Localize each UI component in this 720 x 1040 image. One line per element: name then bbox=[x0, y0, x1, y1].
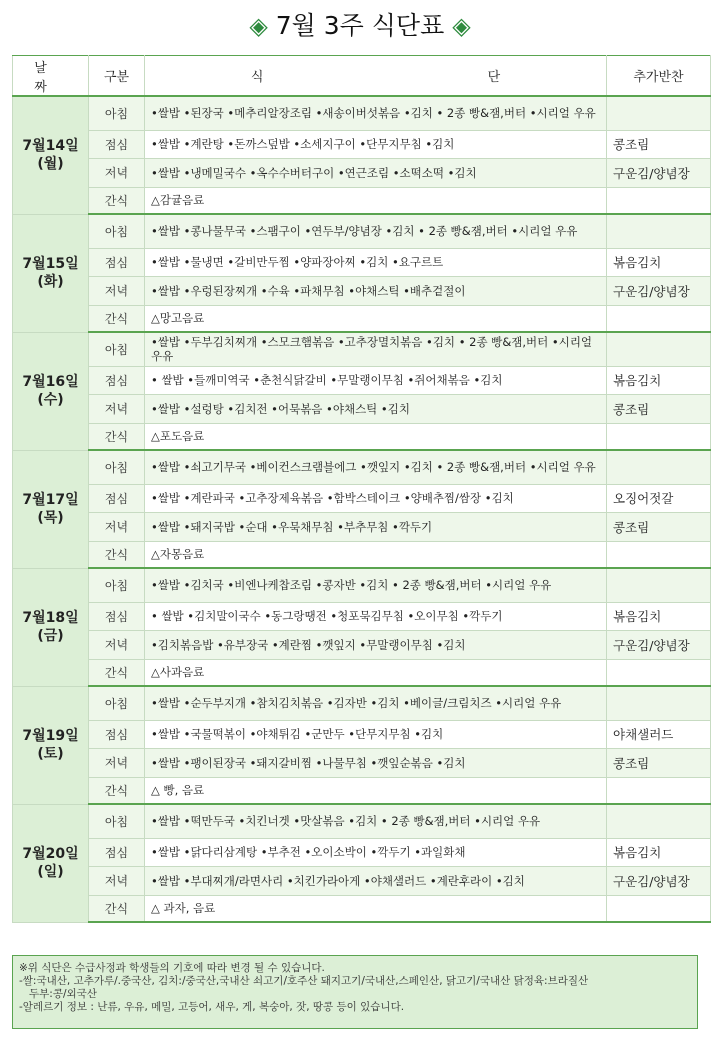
day-date: 7월18일 bbox=[22, 610, 79, 626]
extra-side-cell bbox=[607, 332, 711, 366]
meal-items-cell: •쌀밥 •물냉면 •갈비만두찜 •양파장아찌 •김치 •요구르트 bbox=[145, 248, 607, 276]
page-title bbox=[0, 8, 720, 44]
meal-items-cell: • 쌀밥 •김치말이국수 •동그랑땡전 •청포묵김무침 •오이무침 •깍두기 bbox=[145, 602, 607, 630]
meal-items-cell: •쌀밥 •우렁된장찌개 •수육 •파채무침 •야채스틱 •배추겉절이 bbox=[145, 276, 607, 305]
meal-items-cell: •쌀밥 •국물떡볶이 •야채튀김 •군만두 •단무지무침 •김치 bbox=[145, 720, 607, 748]
day-weekday: (월) bbox=[37, 156, 64, 173]
day-weekday: (금) bbox=[37, 628, 64, 644]
meal-type-cell: 저녁 bbox=[89, 394, 145, 423]
meal-type-cell: 저녁 bbox=[89, 630, 145, 659]
extra-side-cell: 오징어젓갈 bbox=[607, 484, 711, 512]
header-date: 날짜 bbox=[13, 56, 89, 97]
day-date: 7월15일 bbox=[22, 256, 79, 272]
meal-type-cell: 간식 bbox=[89, 423, 145, 450]
meal-items-cell: △감귤음료 bbox=[145, 187, 607, 214]
table-row bbox=[13, 720, 711, 748]
day-date: 7월16일 bbox=[22, 374, 79, 390]
day-weekday: (토) bbox=[37, 746, 64, 762]
meal-type-cell: 아침 bbox=[89, 214, 145, 248]
extra-side-cell bbox=[607, 96, 711, 130]
meal-type-cell: 간식 bbox=[89, 777, 145, 804]
meal-type-cell: 간식 bbox=[89, 895, 145, 922]
extra-side-cell: 구운김/양념장 bbox=[607, 158, 711, 187]
meal-type-cell: 아침 bbox=[89, 804, 145, 838]
table-row bbox=[13, 450, 711, 484]
extra-side-cell: 콩조림 bbox=[607, 130, 711, 158]
table-row bbox=[13, 394, 711, 423]
meal-type-cell: 점심 bbox=[89, 720, 145, 748]
diamond-icon: ◈ bbox=[249, 12, 268, 40]
table-row bbox=[13, 895, 711, 922]
meal-items-cell: •쌀밥 •콩나물무국 •스팸구이 •연두부/양념장 •김치 • 2종 빵&잼,버터 •시리얼 우유 bbox=[145, 214, 607, 248]
day-date-cell bbox=[13, 96, 89, 214]
meal-items-cell: △자몽음료 bbox=[145, 541, 607, 568]
table-row bbox=[13, 838, 711, 866]
meal-type-cell: 아침 bbox=[89, 96, 145, 130]
table-row bbox=[13, 366, 711, 394]
extra-side-cell bbox=[607, 777, 711, 804]
header-meal-type: 구분 bbox=[89, 56, 145, 97]
extra-side-cell bbox=[607, 568, 711, 602]
table-row bbox=[13, 276, 711, 305]
meal-type-cell: 점심 bbox=[89, 366, 145, 394]
table-row bbox=[13, 568, 711, 602]
meal-items-cell: △ 과자, 음료 bbox=[145, 895, 607, 922]
meal-type-cell: 아침 bbox=[89, 686, 145, 720]
page-title-text: 7월 3주 식단표 bbox=[275, 11, 445, 40]
extra-side-cell: 구운김/양념장 bbox=[607, 630, 711, 659]
meal-type-cell: 아침 bbox=[89, 450, 145, 484]
meal-items-cell: • 쌀밥 •들깨미역국 •춘천식닭갈비 •무말랭이무침 •쥐어채볶음 •김치 bbox=[145, 366, 607, 394]
meal-items-cell: •쌀밥 •계란파국 •고추장제육볶음 •함박스테이크 •양배추찜/쌈장 •김치 bbox=[145, 484, 607, 512]
extra-side-cell bbox=[607, 423, 711, 450]
table-row bbox=[13, 214, 711, 248]
table-row bbox=[13, 804, 711, 838]
meal-items-cell: •쌀밥 •닭다리삼계탕 •부추전 •오이소박이 •깍두기 •과일화채 bbox=[145, 838, 607, 866]
meal-items-cell: •쌀밥 •냉메밀국수 •옥수수버터구이 •연근조림 •소떡소떡 •김치 bbox=[145, 158, 607, 187]
footnote-allergy: -알레르기 정보 : 난류, 우유, 메밀, 고등어, 새우, 게, 복숭아, 잣, 땅콩 등이 있습니다. bbox=[19, 1001, 405, 1013]
table-row bbox=[13, 158, 711, 187]
extra-side-cell bbox=[607, 659, 711, 686]
meal-items-cell: •쌀밥 •돼지국밥 •순대 •우묵채무침 •부추무침 •깍두기 bbox=[145, 512, 607, 541]
meal-type-cell: 아침 bbox=[89, 332, 145, 366]
meal-type-cell: 저녁 bbox=[89, 512, 145, 541]
meal-type-cell: 저녁 bbox=[89, 866, 145, 895]
meal-type-cell: 간식 bbox=[89, 187, 145, 214]
footnote-origin: -쌀:국내산, 고추가루/.중국산, 김치:/중국산,국내산 쇠고기/호주산 돼지고기/국내산,스페인산, 닭고기/국내산 닭정육:브라질산 bbox=[19, 975, 589, 987]
day-date-cell bbox=[13, 804, 89, 922]
meal-type-cell: 간식 bbox=[89, 305, 145, 332]
meal-type-cell: 간식 bbox=[89, 659, 145, 686]
table-row bbox=[13, 630, 711, 659]
extra-side-cell: 볶음김치 bbox=[607, 602, 711, 630]
header-menu: 식 단 bbox=[145, 56, 607, 97]
table-row bbox=[13, 686, 711, 720]
extra-side-cell: 볶음김치 bbox=[607, 838, 711, 866]
extra-side-cell bbox=[607, 214, 711, 248]
day-date: 7월19일 bbox=[22, 728, 79, 744]
extra-side-cell: 볶음김치 bbox=[607, 366, 711, 394]
meal-items-cell: •쌀밥 •김치국 •비엔나케찹조림 •콩자반 •김치 • 2종 빵&잼,버터 •시리얼 우유 bbox=[145, 568, 607, 602]
meal-table bbox=[12, 55, 711, 923]
meal-type-cell: 저녁 bbox=[89, 748, 145, 777]
day-weekday: (목) bbox=[37, 510, 64, 526]
table-row bbox=[13, 130, 711, 158]
meal-items-cell: •쌀밥 •팽이된장국 •돼지갈비찜 •나물무침 •깻잎순볶음 •김치 bbox=[145, 748, 607, 777]
table-row bbox=[13, 541, 711, 568]
day-weekday: (수) bbox=[37, 392, 64, 408]
meal-table-body bbox=[13, 96, 711, 922]
header-extra: 추가반찬 bbox=[607, 56, 711, 97]
day-weekday: (일) bbox=[37, 864, 64, 880]
table-row bbox=[13, 305, 711, 332]
meal-items-cell: •쌀밥 •떡만두국 •치킨너겟 •맛살볶음 •김치 • 2종 빵&잼,버터 •시리얼 우유 bbox=[145, 804, 607, 838]
table-row bbox=[13, 512, 711, 541]
day-date: 7월20일 bbox=[22, 846, 79, 862]
day-date-cell bbox=[13, 686, 89, 804]
meal-items-cell: △포도음료 bbox=[145, 423, 607, 450]
meal-items-cell: •쌀밥 •설렁탕 •김치전 •어묵볶음 •야채스틱 •김치 bbox=[145, 394, 607, 423]
extra-side-cell: 구운김/양념장 bbox=[607, 276, 711, 305]
meal-type-cell: 점심 bbox=[89, 130, 145, 158]
meal-type-cell: 점심 bbox=[89, 484, 145, 512]
diamond-icon: ◈ bbox=[452, 12, 471, 40]
meal-items-cell: △망고음료 bbox=[145, 305, 607, 332]
meal-items-cell: △ 빵, 음료 bbox=[145, 777, 607, 804]
meal-items-cell: •쌀밥 •두부김치찌개 •스모크햄볶음 •고추장멸치볶음 •김치 • 2종 빵&잼,버터 •시리얼 우유 bbox=[145, 332, 607, 366]
extra-side-cell bbox=[607, 686, 711, 720]
meal-type-cell: 점심 bbox=[89, 248, 145, 276]
meal-type-cell: 아침 bbox=[89, 568, 145, 602]
meal-items-cell: •김치볶음밥 •유부장국 •계란찜 •깻잎지 •무말랭이무침 •김치 bbox=[145, 630, 607, 659]
day-date-cell bbox=[13, 332, 89, 450]
meal-type-cell: 점심 bbox=[89, 602, 145, 630]
extra-side-cell: 야채샐러드 bbox=[607, 720, 711, 748]
footnote-notice: ※위 식단은 수급사정과 학생들의 기호에 따라 변경 될 수 있습니다. bbox=[19, 962, 325, 974]
day-date-cell bbox=[13, 568, 89, 686]
day-date-cell bbox=[13, 214, 89, 332]
table-row bbox=[13, 602, 711, 630]
meal-items-cell: •쌀밥 •된장국 •메추리알장조림 •새송이버섯볶음 •김치 • 2종 빵&잼,버터 •시리얼 우유 bbox=[145, 96, 607, 130]
header-row bbox=[13, 56, 711, 97]
extra-side-cell: 콩조림 bbox=[607, 394, 711, 423]
table-row bbox=[13, 96, 711, 130]
table-row bbox=[13, 332, 711, 366]
day-date: 7월14일 bbox=[22, 138, 79, 155]
meal-items-cell: •쌀밥 •순두부지개 •참치김치볶음 •김자반 •김치 •베이글/크림치즈 •시리얼 우유 bbox=[145, 686, 607, 720]
extra-side-cell: 구운김/양념장 bbox=[607, 866, 711, 895]
table-row bbox=[13, 777, 711, 804]
meal-type-cell: 저녁 bbox=[89, 276, 145, 305]
day-date: 7월17일 bbox=[22, 492, 79, 508]
meal-items-cell: •쌀밥 •계란탕 •돈까스덮밥 •소세지구이 •단무지무침 •김치 bbox=[145, 130, 607, 158]
extra-side-cell bbox=[607, 804, 711, 838]
extra-side-cell bbox=[607, 305, 711, 332]
meal-type-cell: 저녁 bbox=[89, 158, 145, 187]
extra-side-cell bbox=[607, 450, 711, 484]
table-row bbox=[13, 423, 711, 450]
table-row bbox=[13, 748, 711, 777]
day-date-cell bbox=[13, 450, 89, 568]
table-row bbox=[13, 187, 711, 214]
table-row bbox=[13, 866, 711, 895]
day-weekday: (화) bbox=[37, 274, 64, 290]
extra-side-cell: 콩조림 bbox=[607, 748, 711, 777]
meal-items-cell: •쌀밥 •부대찌개/라면사리 •치킨가라아게 •야채샐러드 •계란후라이 •김치 bbox=[145, 866, 607, 895]
table-row bbox=[13, 484, 711, 512]
meal-items-cell: •쌀밥 •쇠고기무국 •베이컨스크램블에그 •깻잎지 •김치 • 2종 빵&잼,버터 •시리얼 우유 bbox=[145, 450, 607, 484]
extra-side-cell bbox=[607, 895, 711, 922]
table-row bbox=[13, 659, 711, 686]
extra-side-cell bbox=[607, 541, 711, 568]
footnote bbox=[12, 955, 698, 1029]
extra-side-cell bbox=[607, 187, 711, 214]
footnote-origin-cont: 두부:콩/외국산 bbox=[29, 988, 97, 1000]
meal-type-cell: 간식 bbox=[89, 541, 145, 568]
extra-side-cell: 볶음김치 bbox=[607, 248, 711, 276]
meal-items-cell: △사과음료 bbox=[145, 659, 607, 686]
extra-side-cell: 콩조림 bbox=[607, 512, 711, 541]
table-row bbox=[13, 248, 711, 276]
meal-type-cell: 점심 bbox=[89, 838, 145, 866]
